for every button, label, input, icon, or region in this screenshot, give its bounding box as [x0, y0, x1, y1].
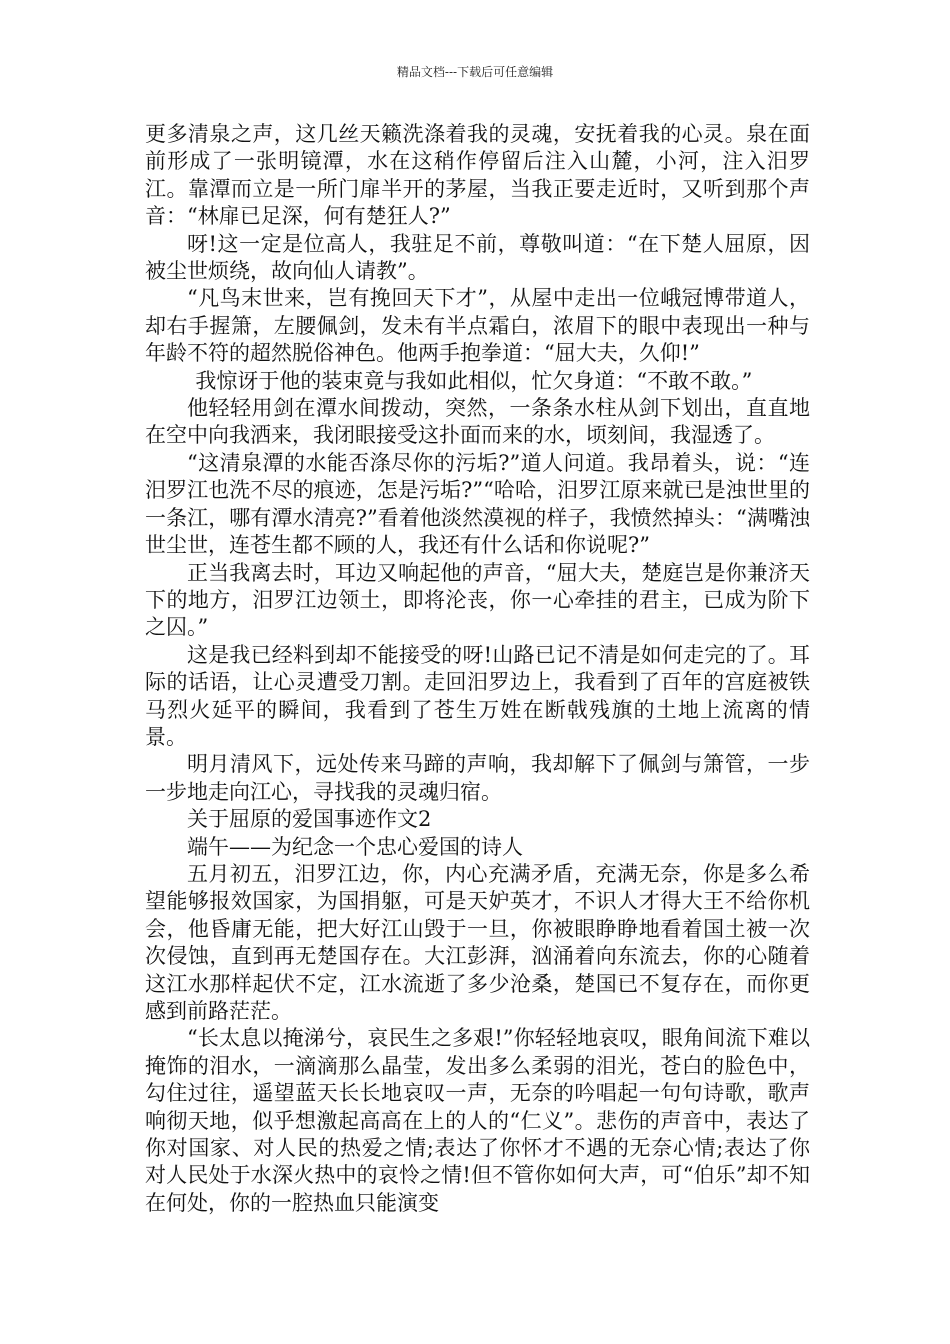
- paragraph-8: 这是我已经料到却不能接受的呀!山路已记不清是如何走完的了。耳际的话语，让心灵遭受刀割。走回汨罗边上，我看到了百年的宫庭被铁马烈火延平的瞬间，我看到了苍生万姓在断戟残旗的土地上流离的情景。: [145, 642, 810, 749]
- section-subtitle: 端午——为纪念一个忠心爱国的诗人: [187, 834, 523, 859]
- paragraph-3: “凡鸟末世来，岂有挽回天下才”，从屋中走出一位峨冠博带道人，却右手握箫，左腰佩剑，发未有半点霜白，浓眉下的眼中表现出一种与年龄不符的超然脱俗神色。他两手抱拳道：“屈大夫，久仰!”: [145, 286, 810, 366]
- paragraph-10: 五月初五，汨罗江边，你，内心充满矛盾，充满无奈，你是多么希望能够报效国家，为国捐躯，可是天妒英才，不识人才得大王不给你机会，他昏庸无能，把大好江山毁于一旦，你被眼睁睁地看着国土被一次次侵蚀，直到再无楚国存在。大江彭湃，汹涌着向东流去，你的心随着这江水那样起伏不定，江水流逝了多少沧桑，楚国已不复存在，而你更感到前路茫茫。: [145, 861, 810, 1023]
- paragraph-4: 我惊讶于他的装束竟与我如此相似，忙欠身道：“不敢不敢。”: [195, 368, 753, 393]
- paragraph-2: 呀!这一定是位高人，我驻足不前，尊敬叫道：“在下楚人屈原，因被尘世烦绕，故向仙人请教”。: [145, 231, 810, 284]
- paragraph-7: 正当我离去时，耳边又响起他的声音，“屈大夫，楚庭岂是你兼济天下的地方，汨罗江边领土，即将沦丧，你一心牵挂的君主，已成为阶下之囚。”: [145, 560, 810, 640]
- paragraph-6: “这清泉潭的水能否涤尽你的污垢?”道人问道。我昂着头，说：“连汨罗江也洗不尽的痕迹，怎是污垢?”“哈哈，汨罗江原来就已是浊世里的一条江，哪有潭水清亮?”看着他淡然漠视的样子，我愤然掉头：“满嘴浊世尘世，连苍生都不顾的人，我还有什么话和你说呢?”: [145, 450, 810, 558]
- section-heading: 关于屈原的爱国事迹作文2: [187, 807, 432, 832]
- paragraph-9: 明月清风下，远处传来马蹄的声响，我却解下了佩剑与箫管，一步一步地走向江心，寻找我的灵魂归宿。: [145, 752, 810, 804]
- document-body: [145, 121, 810, 1217]
- paragraph-1: 更多清泉之声，这几丝天籁洗涤着我的灵魂，安抚着我的心灵。泉在面前形成了一张明镜潭，水在这稍作停留后注入山麓，小河，注入汨罗江。靠潭而立是一所门扉半开的茅屋，当我正要走近时，又听到那个声音：“林扉已足深，何有楚狂人?”: [145, 122, 810, 229]
- paragraph-11: “长太息以掩涕兮，哀民生之多艰!”你轻轻地哀叹，眼角间流下难以掩饰的泪水，一滴滴那么晶莹，发出多么柔弱的泪光，苍白的脸色中，勾住过往，遥望蓝天长长地哀叹一声，无奈的吟唱起一句句诗歌，歌声响彻天地，似乎想激起高高在上的人的“仁义”。悲伤的声音中，表达了你对国家、对人民的热爱之情;表达了你怀才不遇的无奈心情;表达了你对人民处于水深火热中的哀怜之情!但不管你如何大声，可“伯乐”却不知在何处，你的一腔热血只能演变: [145, 1026, 810, 1215]
- paragraph-5: 他轻轻用剑在潭水间拨动，突然，一条条水柱从剑下划出，直直地在空中向我洒来，我闭眼接受这扑面而来的水，顷刻间，我湿透了。: [145, 396, 810, 448]
- page-header: 精品文档---下载后可任意编辑: [396, 65, 554, 79]
